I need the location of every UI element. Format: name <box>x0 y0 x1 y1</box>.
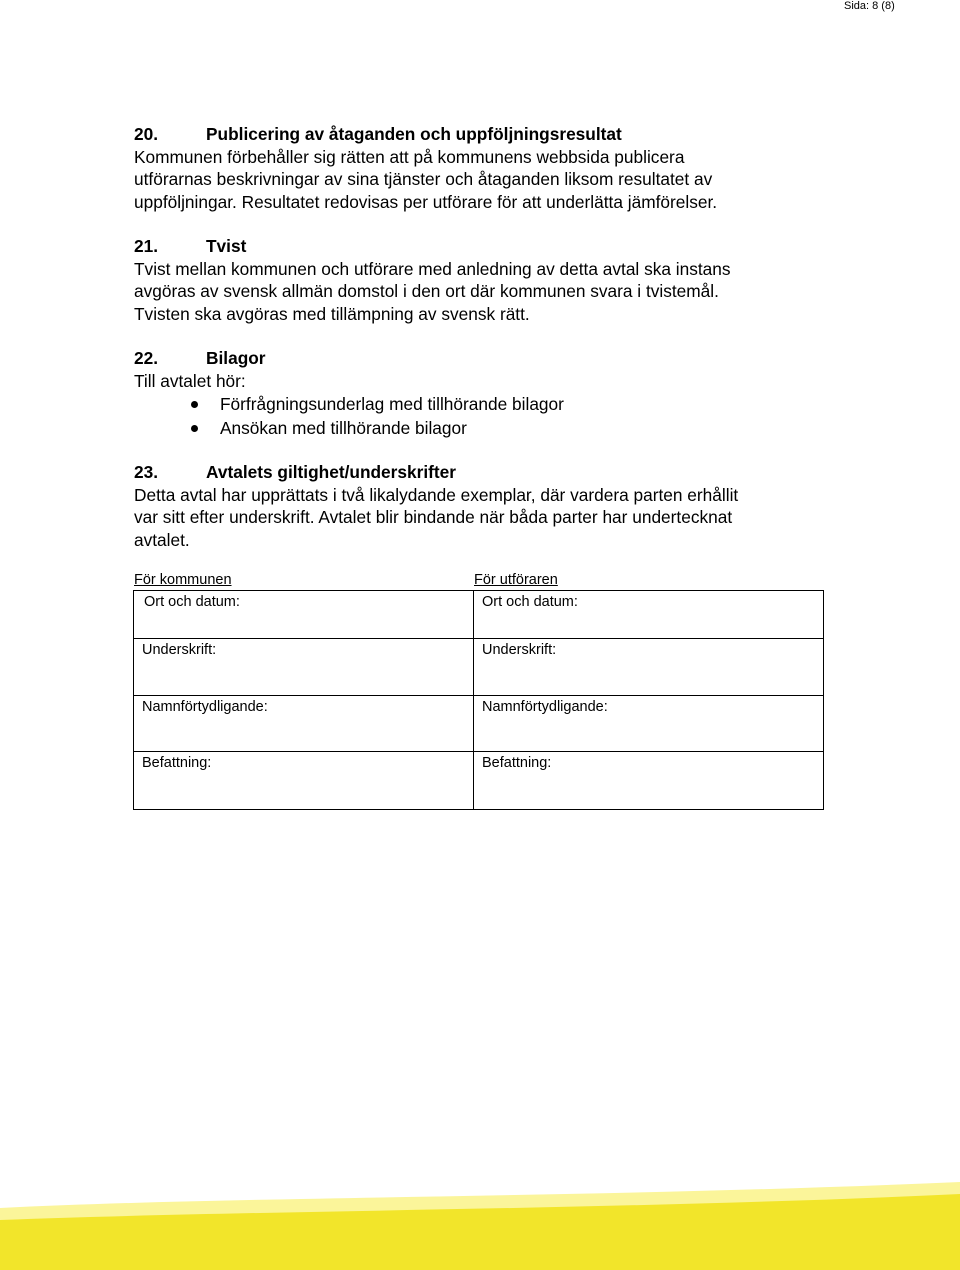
signature-field-name-provider[interactable] <box>474 696 824 752</box>
signature-table <box>133 590 824 810</box>
table-row <box>134 639 824 696</box>
bullet-icon <box>191 425 198 432</box>
section-number: 23. <box>134 462 159 482</box>
signature-field-signature-provider[interactable] <box>474 639 824 696</box>
section-title: Tvist <box>206 236 247 256</box>
table-row <box>134 696 824 752</box>
field-label: Namnförtydligande: <box>142 699 268 715</box>
section-21 <box>134 235 834 325</box>
section-number: 20. <box>134 124 159 144</box>
section-heading <box>134 461 834 484</box>
section-text <box>134 484 834 552</box>
section-23 <box>134 461 834 551</box>
signature-field-place-date-provider[interactable] <box>474 591 824 639</box>
text-line: uppföljningar. Resultatet redovisas per utförare för att underlätta jämförelser. <box>134 191 718 212</box>
text-line: Kommunen förbehåller sig rätten att på kommunens webbsida publicera <box>134 146 685 167</box>
section-title: Avtalets giltighet/underskrifter <box>206 462 456 482</box>
signature-heading-provider: För utföraren <box>474 572 558 588</box>
text-line: Tvisten ska avgöras med tillämpning av svensk rätt. <box>134 303 530 324</box>
signature-field-title-provider[interactable] <box>474 752 824 810</box>
signature-field-signature-municipality[interactable] <box>134 639 474 696</box>
field-label: Underskrift: <box>482 642 557 658</box>
field-label: Befattning: <box>142 755 212 771</box>
footer-wave-graphic <box>0 1170 960 1270</box>
section-heading <box>134 235 834 258</box>
signature-field-place-date-municipality[interactable] <box>134 591 474 639</box>
list-item-text: Ansökan med tillhörande bilagor <box>220 418 467 438</box>
text-line: utförarnas beskrivningar av sina tjänster och åtaganden liksom resultatet av <box>134 169 713 189</box>
section-text <box>134 258 834 326</box>
signature-field-title-municipality[interactable] <box>134 752 474 810</box>
section-20 <box>134 123 834 213</box>
page-number: Sida: 8 (8) <box>844 0 895 12</box>
section-title: Bilagor <box>206 348 266 368</box>
list-item-text: Förfrågningsunderlag med tillhörande bilagor <box>220 394 564 414</box>
field-label: Ort och datum: <box>144 594 240 610</box>
section-text <box>134 146 834 214</box>
signature-field-name-municipality[interactable] <box>134 696 474 752</box>
section-number: 22. <box>134 348 159 368</box>
section-title: Publicering av åtaganden och uppföljningsresultat <box>206 124 622 144</box>
section-number: 21. <box>134 236 159 256</box>
bullet-icon <box>191 401 198 408</box>
text-line: var sitt efter underskrift. Avtalet blir bindande när båda parter har undertecknat <box>134 507 733 527</box>
list-item <box>134 392 834 416</box>
section-heading <box>134 123 834 146</box>
field-label: Ort och datum: <box>482 594 578 610</box>
section-heading <box>134 347 834 370</box>
section-22 <box>134 347 834 440</box>
text-line: avgöras av svensk allmän domstol i den ort där kommunen svara i tvistemål. <box>134 281 719 301</box>
field-label: Underskrift: <box>142 642 217 658</box>
text-line: avtalet. <box>134 529 190 550</box>
list-item <box>134 416 834 440</box>
section-intro: Till avtalet hör: <box>134 370 246 391</box>
signature-heading-municipality: För kommunen <box>134 572 232 588</box>
field-label: Befattning: <box>482 755 552 771</box>
text-line: Detta avtal har upprättats i två likalydande exemplar, där vardera parten erhållit <box>134 484 739 505</box>
attachment-list <box>134 392 834 440</box>
table-row <box>134 591 824 639</box>
text-line: Tvist mellan kommunen och utförare med anledning av detta avtal ska instans <box>134 258 731 279</box>
field-label: Namnförtydligande: <box>482 699 608 715</box>
table-row <box>134 752 824 810</box>
